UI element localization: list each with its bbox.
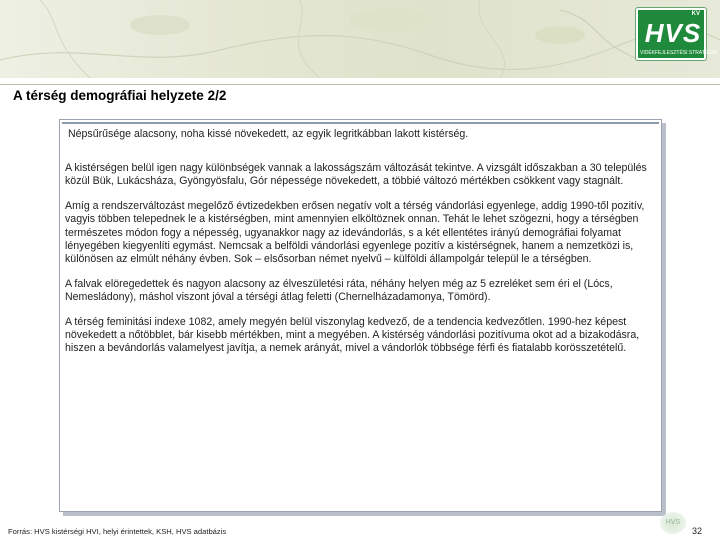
logo-text: HVS <box>644 18 702 48</box>
intro-text: Népsűrűsége alacsony, noha kissé növekedett, az egyik legritkábban lakott kistérség. <box>68 128 469 140</box>
logo-subtext: VIDÉKFEJLESZTÉSI STRATÉGIA <box>640 50 717 56</box>
header-map-banner <box>0 0 720 78</box>
source-note: Forrás: HVS kistérségi HVI, helyi érintettek, KSH, HVS adatbázis <box>8 527 227 536</box>
paragraph-list <box>65 162 655 367</box>
paragraph-3: A falvak elöregedettek és nagyon alacsony az élveszületési ráta, néhány helyen még az 5 ezreléket sem éri el (Lócs, Nemesládony), máshol viszont jóval a térségi átlag feletti (Chernelházadamonya, Tömörd). <box>65 277 613 304</box>
paragraph-2: Amíg a rendszerváltozást megelőző évtizedekben erősen negatív volt a térség vándorlási egyenlege, addig 1990-től pozitív, vagyis többen telepednek le a kistérségben, mint amennyien elköltöznek onnan. Tehát le lehet szögezni, hogy a térségben természetes módon fogy a népesség, ugyanakkor nagy az idevándorlás, s a két ellentétes irányú demográfiai folyamat lényegében kiegyenlíti egymást. Nemcsak a belföldi vándorlási egyenlege pozitív a kistérségnek, hanem a nemzetközi is, különösen az elmúlt néhány évben. Sok – elsősorban német nyelvű – külföldi állampolgár települ le a térségben. <box>65 199 645 266</box>
title-divider <box>0 84 720 85</box>
page-title: A térség demográfiai helyzete 2/2 <box>13 88 227 103</box>
map-background-illustration <box>0 0 720 78</box>
logo-badge: KV <box>691 11 700 17</box>
paragraph-4: A térség feminitási indexe 1082, amely megyén belül viszonylag kedvező, de a tendencia kedvezőtlen. 1990-hez képest növekedett a nőtöbblet, bár kisebb mértékben, mint a megyében. A kistérség vándorlási pozitívuma okot ad a bizakodásra, hiszen a bevándorlás valamelyest javítja, a nemek arányát, mivel a vándorlók többsége férfi és fiatalabb korösszetételű. <box>65 315 640 355</box>
page-number: 32 <box>692 526 703 536</box>
content-box <box>59 119 662 512</box>
hvs-logo <box>636 8 717 60</box>
paragraph-1: A kistérségen belül igen nagy különbségek vannak a lakosságszám változását tekintve. A vizsgált időszakban a 30 település közül Bük, Lukácsháza, Gyöngyösfalu, Gór népessége növekedett, a többié változó mértékben csökkent vagy stagnált. <box>65 162 647 188</box>
footer-logo-icon: HVS <box>660 512 686 534</box>
content-box-top-bar <box>62 122 659 124</box>
